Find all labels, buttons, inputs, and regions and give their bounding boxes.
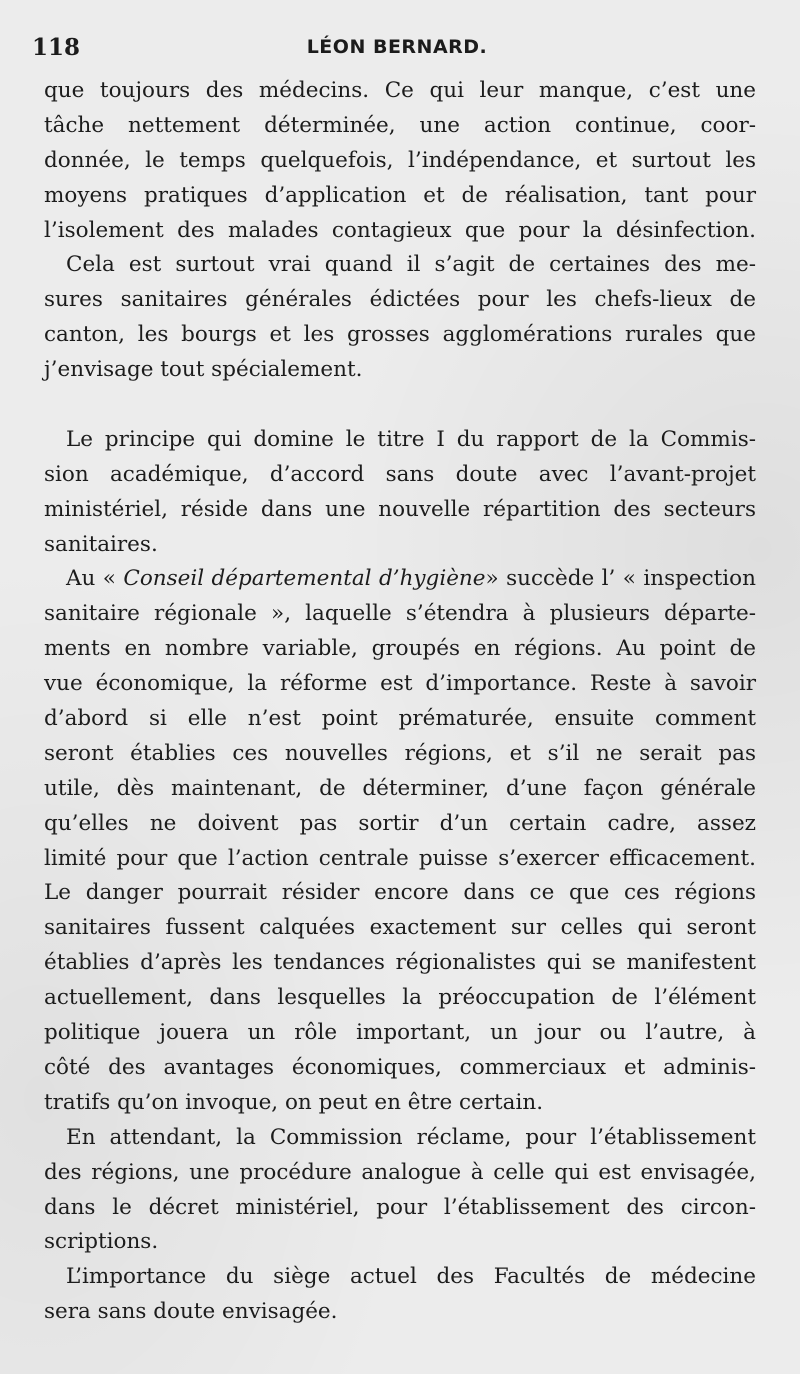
- text-line: sanitaire régionale », laquelle s’étendra à plusieurs départe-: [44, 601, 756, 627]
- text-line: Le danger pourrait résider encore dans ce que ces régions: [44, 880, 756, 906]
- text-line: sion académique, d’accord sans doute avec l’avant-projet: [44, 461, 756, 487]
- text-line: l’isolement des malades contagieux que pour la désinfection.: [44, 217, 756, 243]
- text-line: tratifs qu’on invoque, on peut en être certain.: [44, 1089, 544, 1115]
- text-line: limité pour que l’action centrale puisse s’exercer efficacement.: [44, 845, 756, 871]
- text-line: dans le décret ministériel, pour l’établissement des circon-: [44, 1194, 756, 1220]
- text-line: ministériel, réside dans une nouvelle répartition des secteurs: [44, 496, 756, 522]
- text-line: j’envisage tout spécialement.: [44, 357, 363, 383]
- text-fragment: »: [485, 566, 499, 592]
- text-line: côté des avantages économiques, commerciaux et adminis-: [44, 1054, 756, 1080]
- running-head: LÉON BERNARD.: [306, 36, 488, 58]
- text-line: utile, dès maintenant, de déterminer, d’une façon générale: [44, 775, 756, 801]
- page-number: 118: [32, 34, 81, 61]
- italic-title: Conseil départemental d’hygiène: [123, 566, 486, 592]
- text-line: vue économique, la réforme est d’importance. Reste à savoir: [44, 671, 756, 697]
- text-line: donnée, le temps quelquefois, l’indépendance, et surtout les: [44, 147, 756, 173]
- text-fragment: succède l’ « inspection: [506, 566, 756, 592]
- text-line: canton, les bourgs et les grosses agglomérations rurales que: [44, 322, 756, 348]
- text-line: actuellement, dans lesquelles la préoccupation de l’élément: [44, 985, 756, 1011]
- text-fragment: Au «: [66, 566, 116, 592]
- text-line: sures sanitaires générales édictées pour les chefs-lieux de: [44, 287, 756, 313]
- page-header: [32, 34, 762, 70]
- text-line: scriptions.: [44, 1229, 159, 1255]
- text-line: d’abord si elle n’est point prématurée, ensuite comment: [44, 706, 756, 732]
- text-line: L’importance du siège actuel des Facultés de médecine: [66, 1264, 756, 1290]
- paragraph-gap: [44, 388, 756, 423]
- text-line: que toujours des médecins. Ce qui leur manque, c’est une: [44, 78, 756, 103]
- text-line: moyens pratiques d’application et de réalisation, tant pour: [44, 182, 756, 208]
- text-line: des régions, une procédure analogue à celle qui est envisagée,: [44, 1159, 756, 1185]
- text-line: qu’elles ne doivent pas sortir d’un certain cadre, assez: [44, 810, 756, 836]
- text-line: sanitaires.: [44, 531, 158, 557]
- text-line-mixed: [44, 562, 756, 597]
- body-text: [44, 74, 756, 1330]
- text-line: ments en nombre variable, groupés en régions. Au point de: [44, 636, 756, 662]
- text-line: politique jouera un rôle important, un jour ou l’autre, à: [44, 1020, 756, 1046]
- text-line: tâche nettement déterminée, une action continue, coor-: [44, 112, 756, 138]
- text-line: sera sans doute envisagée.: [44, 1299, 338, 1325]
- text-line: Cela est surtout vrai quand il s’agit de certaines des me-: [66, 252, 756, 278]
- text-line: Le principe qui domine le titre I du rapport de la Commis-: [66, 426, 756, 452]
- text-line: sanitaires fussent calquées exactement sur celles qui seront: [44, 915, 756, 941]
- text-line: En attendant, la Commission réclame, pour l’établissement: [66, 1124, 756, 1150]
- text-line: seront établies ces nouvelles régions, et s’il ne serait pas: [44, 740, 756, 766]
- text-line: établies d’après les tendances régionalistes qui se manifestent: [44, 950, 756, 976]
